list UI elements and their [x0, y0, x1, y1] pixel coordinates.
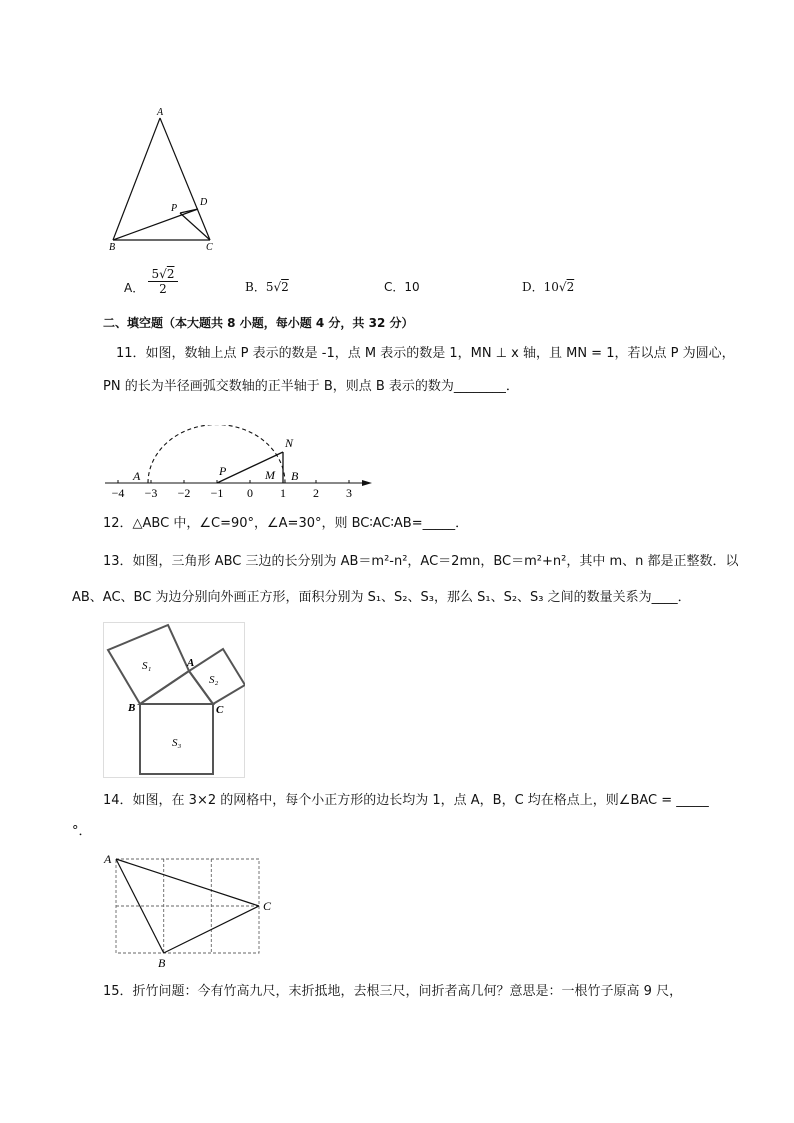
side-ac: [160, 118, 210, 240]
tick-label: 1: [280, 486, 286, 500]
section-2-title: 二、填空题（本大题共 8 小题，每小题 4 分，共 32 分）: [103, 316, 414, 330]
option-value: 5: [265, 280, 274, 294]
option-value: 10: [404, 280, 420, 294]
option-fraction: 5√2 2: [148, 267, 178, 297]
label-b: B: [158, 956, 166, 970]
label-a: A: [187, 657, 195, 669]
q10-option-d: D．10√2: [522, 280, 575, 294]
option-letter: B．: [245, 280, 266, 294]
label-s2: S₂: [209, 674, 219, 686]
tick-label: 3: [346, 486, 352, 500]
q14-text-line2: °．: [72, 824, 92, 839]
q10-option-c: [384, 278, 420, 295]
q10-option-b: B．5√2: [245, 280, 289, 294]
label-c: C: [206, 242, 213, 253]
label-a: A: [104, 852, 112, 866]
label-b: B: [291, 469, 299, 483]
label-m: M: [265, 468, 275, 482]
label-p: P: [171, 203, 178, 214]
tick-label: −4: [111, 486, 125, 500]
label-s1: S₁: [142, 660, 152, 672]
q13-text-line2: AB、AC、BC 为边分别向外画正方形，面积分别为 S₁、S₂、S₃，那么 S₁、S₂、S₃ 之间的数量关系为____．: [72, 590, 691, 605]
label-a: A: [157, 107, 164, 118]
q13-text-line1: 13．如图，三角形 ABC 三边的长分别为 AB＝m²-n²，AC＝2mn，BC＝m²+n²，其中 m、n 都是正整数．以: [103, 554, 739, 569]
tick-label: 2: [313, 486, 319, 500]
tick-label: −1: [210, 486, 224, 500]
q11-text-line1: 11．如图，数轴上点 P 表示的数是 -1，点 M 表示的数是 1，MN ⊥ x 轴，且 MN = 1，若以点 P 为圆心，: [116, 346, 735, 361]
option-value: 10: [543, 280, 559, 294]
tick-label: 0: [247, 486, 253, 500]
triangle-abc: [140, 671, 213, 704]
q15-text-line1: 15．折竹问题：今有竹高九尺，末折抵地，去根三尺，问折者高几何？意思是：一根竹子原高 9 尺，: [103, 984, 683, 999]
q10-triangle-figure: [100, 100, 230, 260]
tick-label: −2: [177, 486, 191, 500]
q12-text: 12．△ABC 中，∠C=90°，∠A=30°，则 BC∶AC∶AB=_____．: [103, 516, 469, 531]
q13-squares-figure: [103, 622, 245, 778]
numerator: 5: [151, 267, 160, 281]
label-d: D: [200, 197, 208, 208]
q14-grid-figure: [100, 850, 280, 970]
q11-text-line2: PN 的长为半径画弧交数轴的正半轴于 B，则点 B 表示的数为________．: [103, 379, 519, 394]
q11-number-line-figure: [100, 425, 380, 505]
label-a: A: [133, 469, 141, 483]
radicand: 2: [166, 267, 175, 281]
axis-arrow-icon: [362, 480, 372, 486]
option-letter: C．: [384, 280, 405, 294]
q14-text-line1: 14．如图，在 3×2 的网格中，每个小正方形的边长均为 1，点 A，B，C 均在格点上，则∠BAC = _____: [103, 793, 709, 808]
segment-bd: [113, 209, 198, 240]
radicand: 2: [566, 280, 575, 294]
figure-border: [104, 623, 245, 778]
segment-pc: [180, 213, 210, 240]
option-letter: D．: [522, 280, 544, 294]
label-c: C: [263, 899, 272, 913]
label-c: C: [216, 704, 224, 716]
side-ab: [113, 118, 160, 240]
option-letter: A．: [124, 281, 145, 295]
segment-ac: [116, 859, 259, 906]
label-s3: S₃: [172, 737, 182, 749]
label-n: N: [285, 436, 294, 450]
tick-label: −3: [144, 486, 158, 500]
radicand: 2: [281, 280, 289, 294]
label-b: B: [128, 702, 136, 714]
label-p: P: [219, 464, 227, 478]
denominator: 2: [148, 281, 178, 297]
label-b: B: [109, 242, 116, 253]
